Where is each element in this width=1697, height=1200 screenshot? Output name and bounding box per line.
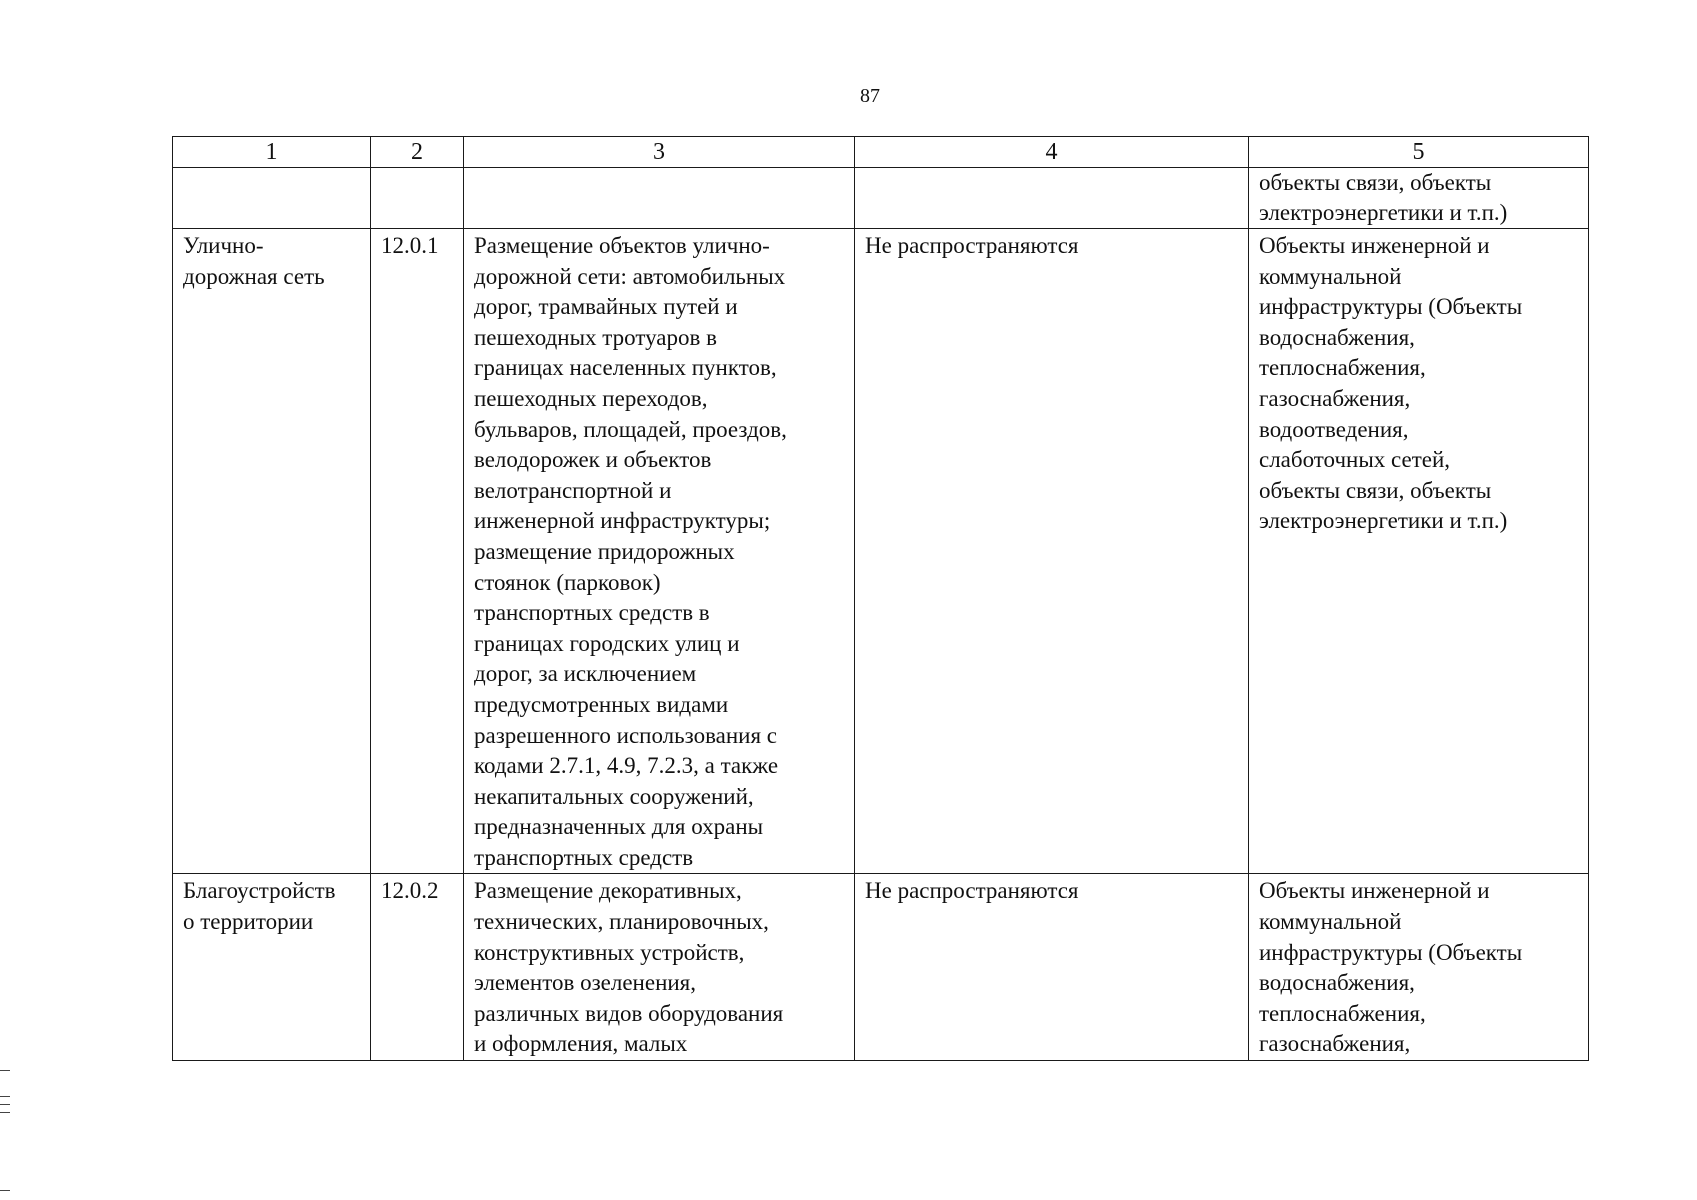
use-code-cell: 12.0.1 <box>371 229 464 874</box>
use-name-cell: Улично- дорожная сеть <box>173 229 371 874</box>
header-col-2: 2 <box>371 137 464 168</box>
scan-edge-mark <box>0 1190 10 1191</box>
scan-edge-mark <box>0 1104 10 1105</box>
scan-edge-mark <box>0 1096 10 1097</box>
use-code-cell: 12.0.2 <box>371 874 464 1061</box>
cont-cell-4 <box>855 168 1249 229</box>
col4-cell: Не распространяются <box>855 874 1249 1061</box>
col5-cell: Объекты инженерной и коммунальной инфраструктуры (Объекты водоснабжения, теплоснабжения, газоснабжения, <box>1249 874 1589 1061</box>
continuation-row <box>173 168 1589 229</box>
header-col-3: 3 <box>464 137 855 168</box>
cont-cell-5: объекты связи, объекты электроэнергетики и т.п.) <box>1249 168 1589 229</box>
header-col-5: 5 <box>1249 137 1589 168</box>
use-name-cell: Благоустройств о территории <box>173 874 371 1061</box>
page-number: 87 <box>860 85 880 107</box>
table-row <box>173 874 1589 1061</box>
use-description-cell: Размещение объектов улично- дорожной сети: автомобильных дорог, трамвайных путей и пешеходных тротуаров в границах населенных пунктов, пешеходных переходов, бульваров, площадей, проездов, велодорожек и объектов велотранспортной и инженерной инфраструктуры; размещение придорожных стоянок (парковок) транспортных средств в границах городских улиц и дорог, за исключением предусмотренных видами разрешенного использования с кодами 2.7.1, 4.9, 7.2.3, а также некапитальных сооружений, предназначенных для охраны транспортных средств <box>464 229 855 874</box>
header-col-4: 4 <box>855 137 1249 168</box>
col5-cell: Объекты инженерной и коммунальной инфраструктуры (Объекты водоснабжения, теплоснабжения, газоснабжения, водоотведения, слаботочных сетей, объекты связи, объекты электроэнергетики и т.п.) <box>1249 229 1589 874</box>
use-description-cell: Размещение декоративных, технических, планировочных, конструктивных устройств, элементов озеленения, различных видов оборудования и оформления, малых <box>464 874 855 1061</box>
header-row <box>173 137 1589 168</box>
cont-cell-3 <box>464 168 855 229</box>
cont-cell-2 <box>371 168 464 229</box>
scan-edge-mark <box>0 1112 10 1113</box>
cont-cell-1 <box>173 168 371 229</box>
scan-edge-mark <box>0 1070 10 1071</box>
document-table <box>172 136 1589 1061</box>
col4-cell: Не распространяются <box>855 229 1249 874</box>
table-row <box>173 229 1589 874</box>
header-col-1: 1 <box>173 137 371 168</box>
